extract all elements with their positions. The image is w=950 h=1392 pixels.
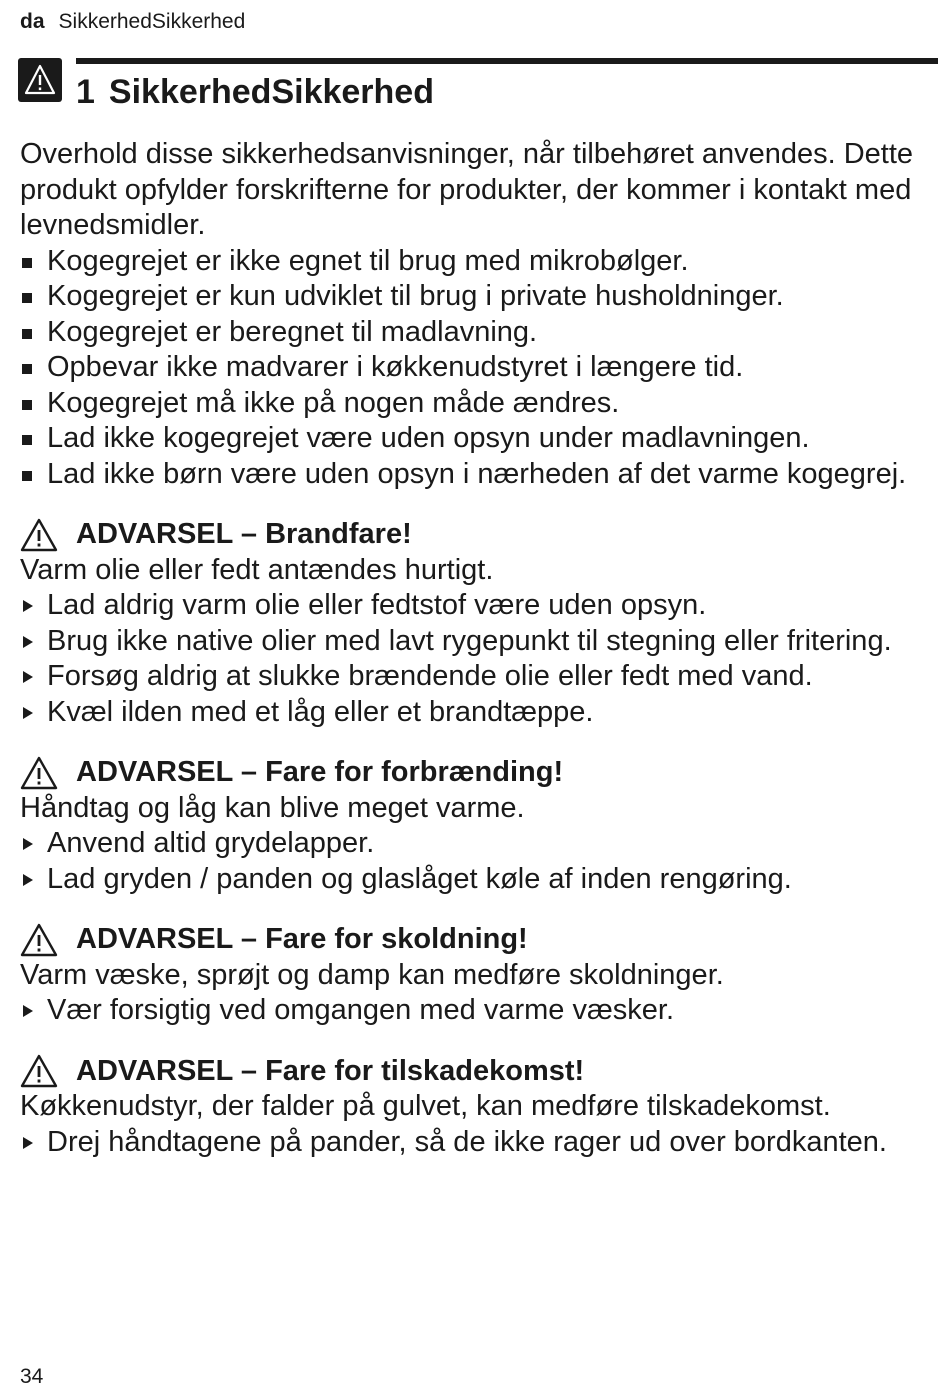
section-rule <box>76 58 938 64</box>
action-item <box>20 659 920 695</box>
square-bullet-icon <box>20 457 42 492</box>
square-bullet-icon <box>20 315 42 350</box>
rule-list <box>20 244 920 493</box>
warning-triangle-icon <box>20 1054 58 1088</box>
language-code: da <box>20 10 45 33</box>
content <box>20 137 920 1160</box>
warning-title: ADVARSEL – Fare for forbrænding! <box>76 756 564 788</box>
warning-heading <box>20 922 920 958</box>
warning-title: ADVARSEL – Fare for tilskadekomst! <box>76 1054 585 1087</box>
rule-text: Opbevar ikke madvarer i køkkenudstyret i længere tid. <box>47 351 744 383</box>
arrow-bullet-icon <box>20 624 42 659</box>
rule-text: Kogegrejet er beregnet til madlavning. <box>47 315 538 348</box>
action-text: Forsøg aldrig at slukke brændende olie eller fedt med vand. <box>47 660 813 692</box>
warning-triangle-icon <box>20 518 58 552</box>
action-item <box>20 695 920 731</box>
action-list <box>20 826 920 897</box>
warning-injury <box>20 1054 920 1161</box>
rule-text: Lad ikke kogegrejet være uden opsyn under madlavningen. <box>47 422 810 454</box>
action-text: Lad gryden / panden og glaslåget køle af inden rengøring. <box>47 862 792 895</box>
warning-heading <box>20 1054 920 1090</box>
rule-item <box>20 386 920 422</box>
running-title: SikkerhedSikkerhed <box>58 10 246 33</box>
arrow-bullet-icon <box>20 695 42 730</box>
square-bullet-icon <box>20 244 42 279</box>
action-item <box>20 993 920 1029</box>
warning-heading <box>20 755 920 791</box>
rule-text: Kogegrejet er ikke egnet til brug med mikrobølger. <box>47 244 689 277</box>
rule-text: Kogegrejet må ikke på nogen måde ændres. <box>47 386 620 419</box>
warning-fire <box>20 517 920 730</box>
warning-triangle-icon <box>18 58 62 102</box>
arrow-bullet-icon <box>20 993 42 1028</box>
warning-burn <box>20 755 920 897</box>
section-title-text: SikkerhedSikkerhed <box>108 73 434 111</box>
warning-title: ADVARSEL – Fare for skoldning! <box>76 923 528 955</box>
action-item <box>20 862 920 898</box>
action-text: Lad aldrig varm olie eller fedtstof være uden opsyn. <box>47 589 707 621</box>
warning-triangle-icon <box>20 756 58 790</box>
section-title <box>76 70 434 114</box>
square-bullet-icon <box>20 386 42 421</box>
intro-paragraph: Overhold disse sikkerhedsanvisninger, når tilbehøret anvendes. Dette produkt opfylder forskrifterne for produkter, der kommer i kontakt med levnedsmidler. <box>20 138 914 241</box>
warning-description: Håndtag og låg kan blive meget varme. <box>20 791 525 824</box>
action-text: Anvend altid grydelapper. <box>47 827 375 859</box>
page-number: 34 <box>20 1365 44 1388</box>
arrow-bullet-icon <box>20 1125 42 1160</box>
rule-item <box>20 350 920 386</box>
action-list <box>20 1125 920 1161</box>
arrow-bullet-icon <box>20 588 42 623</box>
running-header <box>20 8 245 36</box>
warning-scald <box>20 922 920 1029</box>
rule-item <box>20 421 920 457</box>
warning-triangle-icon <box>20 923 58 957</box>
warning-heading <box>20 517 920 553</box>
rule-item <box>20 279 920 315</box>
square-bullet-icon <box>20 421 42 456</box>
action-text: Brug ikke native olier med lavt rygepunkt til stegning eller fritering. <box>47 624 892 657</box>
warning-description: Køkkenudstyr, der falder på gulvet, kan medføre tilskadekomst. <box>20 1090 831 1122</box>
action-item <box>20 826 920 862</box>
rule-item <box>20 315 920 351</box>
action-text: Vær forsigtig ved omgangen med varme væsker. <box>47 994 674 1026</box>
square-bullet-icon <box>20 350 42 385</box>
warning-description: Varm væske, sprøjt og damp kan medføre skoldninger. <box>20 958 724 991</box>
action-list <box>20 588 920 730</box>
action-item <box>20 624 920 660</box>
rule-text: Lad ikke børn være uden opsyn i nærheden af det varme kogegrej. <box>47 457 907 490</box>
rule-item <box>20 457 920 493</box>
arrow-bullet-icon <box>20 826 42 861</box>
section-number: 1 <box>76 73 95 111</box>
warning-description: Varm olie eller fedt antændes hurtigt. <box>20 553 494 586</box>
arrow-bullet-icon <box>20 659 42 694</box>
rule-text: Kogegrejet er kun udviklet til brug i private husholdninger. <box>47 280 784 312</box>
action-item <box>20 588 920 624</box>
arrow-bullet-icon <box>20 862 42 897</box>
square-bullet-icon <box>20 279 42 314</box>
warning-title: ADVARSEL – Brandfare! <box>76 518 412 550</box>
action-text: Kvæl ilden med et låg eller et brandtæppe. <box>47 695 594 728</box>
action-list <box>20 993 920 1029</box>
action-item <box>20 1125 920 1161</box>
action-text: Drej håndtagene på pander, så de ikke rager ud over bordkanten. <box>47 1125 887 1158</box>
rule-item <box>20 244 920 280</box>
